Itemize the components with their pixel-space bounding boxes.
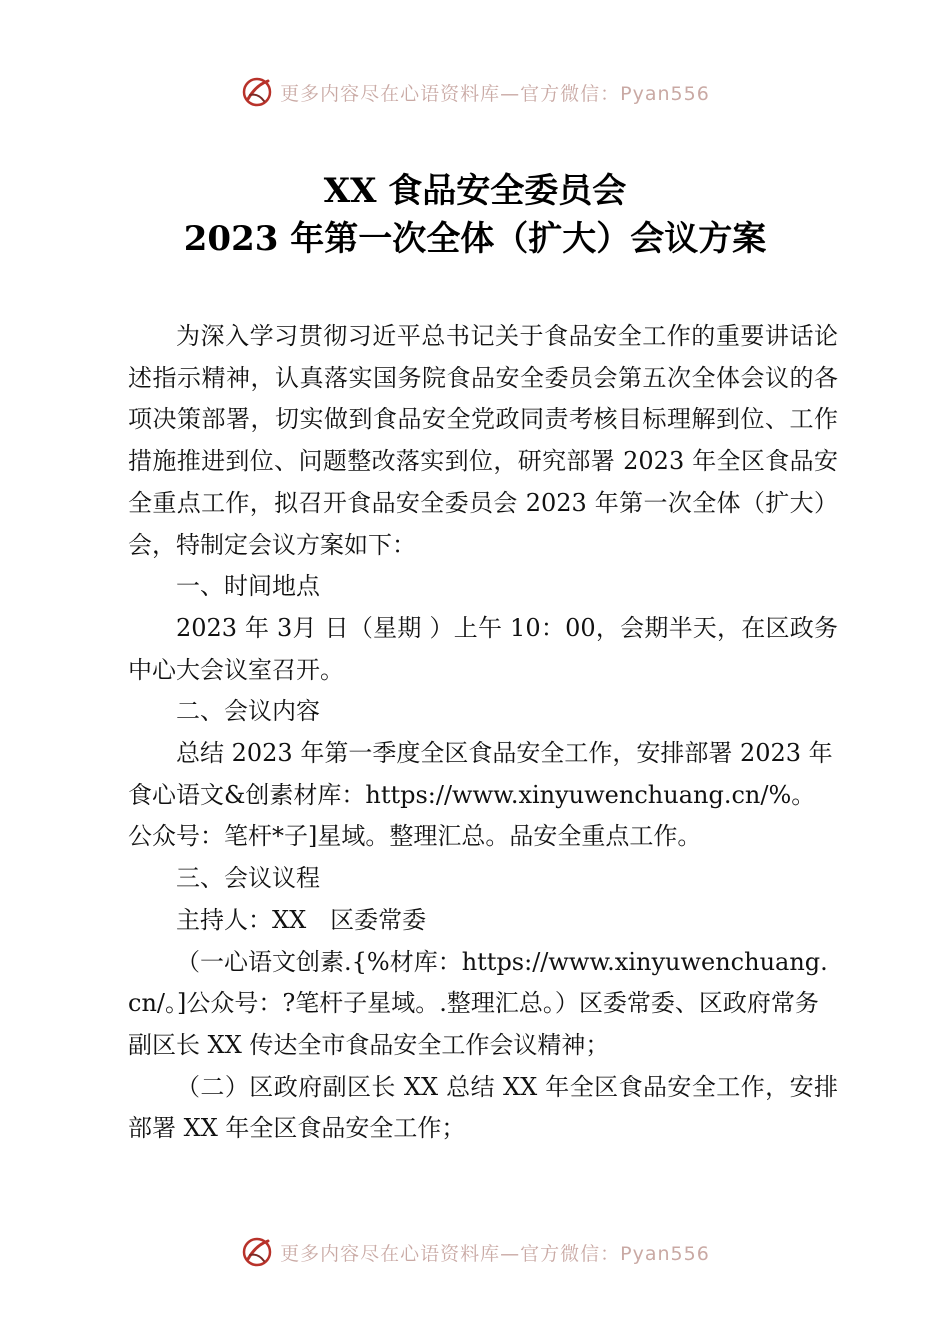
- watermark-text: 更多内容尽在心语资料库—官方微信：Pyan556: [280, 82, 710, 105]
- document-body: [128, 316, 838, 1150]
- section-heading-time-place: 一、时间地点: [176, 572, 320, 601]
- document-title-line-1: XX 食品安全委员会: [323, 171, 627, 211]
- document-title-line-2: 2023 年第一次全体（扩大）会议方案: [183, 219, 767, 259]
- host-line: 主持人：XX 区委常委: [176, 905, 427, 934]
- intro-paragraph: 为深入学习贯彻习近平总书记关于食品安全工作的重要讲话论述指示精神，认真落实国务院食品安全委员会第五次全体会议的各项决策部署，切实做到食品安全党政同责考核目标理解到位、工作措施推进到位、问题整改落实到位，研究部署 2023 年全区食品安全重点工作，拟召开食品安全委员会 2023 年第一次全体（扩大）会，特制定会议方案如下：: [128, 322, 838, 559]
- agenda-item-1: （一心语文创素.{%材库：https://www.xinyuwenchuang.cn/。]公众号：?笔杆子星域。.整理汇总。）区委常委、区政府常务副区长 XX 传达全市食品安全工作会议精神；: [128, 947, 828, 1059]
- watermark-footer: [0, 1232, 950, 1272]
- agenda-item-2: （二）区政府副区长 XX 总结 XX 年全区食品安全工作，安排部署 XX 年全区食品安全工作；: [128, 1072, 838, 1143]
- watermark-header: [0, 72, 950, 112]
- brush-logo-icon: [240, 1235, 274, 1269]
- section-heading-content: 二、会议内容: [176, 697, 320, 726]
- brush-logo-icon: [240, 75, 274, 109]
- time-place-paragraph: 2023 年 3月 日（星期 ）上午 10：00，会期半天，在区政务中心大会议室召开。: [128, 613, 838, 684]
- watermark-text: 更多内容尽在心语资料库—官方微信：Pyan556: [280, 1242, 710, 1265]
- content-paragraph: 总结 2023 年第一季度全区食品安全工作，安排部署 2023 年食心语文&创素材库：https://www.xinyuwenchuang.cn/%。公众号：笔杆*子]星域。整理汇总。品安全重点工作。: [128, 739, 833, 851]
- section-heading-agenda: 三、会议议程: [176, 864, 320, 893]
